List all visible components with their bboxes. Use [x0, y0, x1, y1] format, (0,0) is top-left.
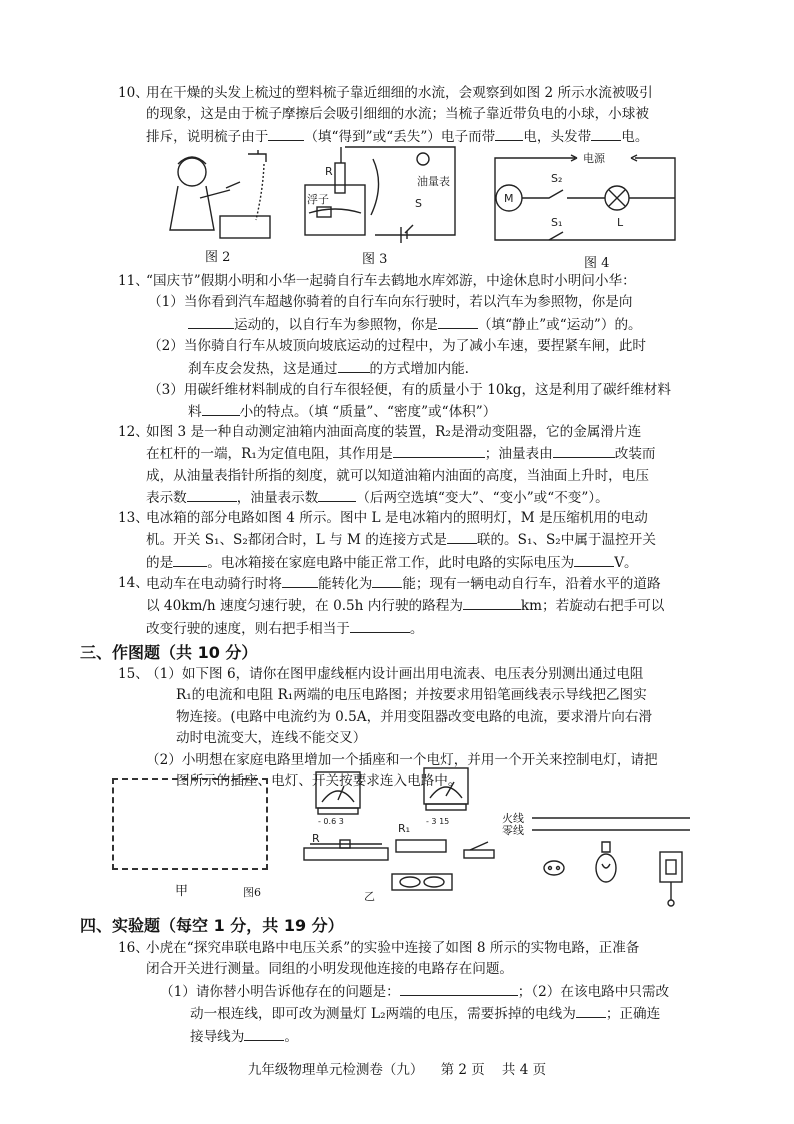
- question-12: [118, 422, 730, 510]
- figure-3-caption: 图 3: [362, 252, 388, 267]
- ammeter-scale: - 0.6 3: [318, 817, 344, 826]
- question-text: 如图 3 是一种自动测定油箱内油面高度的装置，R₂是滑动变阻器，它的金属滑片连: [146, 424, 642, 440]
- section-heading: 四、实验题（每空 1 分，共 19 分）: [80, 916, 344, 935]
- figure-2-illustration: [160, 150, 280, 250]
- answer-blank: [553, 443, 615, 458]
- figure-6-yi-label: 乙: [364, 890, 375, 903]
- section-heading: 三、作图题（共 10 分）: [80, 643, 258, 662]
- question-text: 闭合开关进行测量。同组的小明发现他连接的电路存在问题。: [146, 961, 514, 978]
- figure-3-circuit: [305, 145, 455, 245]
- answer-blank: [268, 126, 304, 141]
- fire-wire-label: 火线: [502, 812, 524, 825]
- question-text: 电冰箱的部分电路如图 4 所示。图中 L 是电冰箱内的照明灯，M 是压缩机用的电动: [146, 510, 648, 526]
- question-number: 13、: [118, 510, 149, 526]
- answer-blank: [438, 314, 478, 329]
- question-number: 14、: [118, 575, 149, 591]
- answer-blank: [372, 573, 402, 588]
- question-text: 接导线为 。: [146, 1026, 730, 1048]
- question-text: 的现象，这是由于梳子摩擦后会吸引细细的水流；当梳子靠近带负电的小球，小球被: [146, 106, 649, 123]
- rheostat-label: R: [312, 832, 320, 845]
- figure-4-circuit: [485, 150, 675, 250]
- question-number: 10、: [118, 85, 149, 101]
- zero-wire-label: 零线: [502, 824, 524, 837]
- figure-2-caption: 图 2: [205, 250, 231, 265]
- answer-blank: [318, 487, 356, 502]
- resistor-label: R₁: [398, 822, 411, 835]
- question-16: [118, 938, 730, 1048]
- fig4-label-l: L: [617, 216, 624, 229]
- question-text: 物连接。(电路中电流约为 0.5A，并用变阻器改变电路的电流，要求滑片向右滑: [176, 708, 653, 725]
- fig4-label-power: 电源: [583, 152, 605, 165]
- household-circuit-figure: [530, 812, 700, 912]
- question-text: 料 小的特点。（填 “质量”、“密度”或“体积”）: [118, 401, 730, 423]
- question-text: （2）小明想在家庭电路里增加一个插座和一个电灯，并用一个开关来控制电灯，请把: [146, 751, 658, 768]
- fig3-label-meter: 油量表: [417, 175, 450, 188]
- question-text: （1）如下图 6，请你在图甲虚线框内设计画出用电流表、电压表分别测出通过电阻: [146, 666, 644, 682]
- question-text: （2）当你骑自行车从坡顶向坡底运动的过程中，为了减小车速，要捏紧车闸，此时: [148, 338, 647, 355]
- page-footer: 九年级物理单元检测卷（九） 第 2 页 共 4 页: [247, 1062, 547, 1078]
- question-text: 排斥，说明梳子由于 （填“得到”或“丢失”）电子而带 电，头发带 电。: [146, 126, 730, 148]
- question-10: [118, 83, 730, 148]
- fig4-label-s2: S₂: [551, 172, 563, 185]
- question-text: 的是 。电冰箱接在家庭电路中能正常工作，此时电路的实际电压为 V。: [146, 552, 730, 574]
- fig4-label-s1: S₁: [551, 216, 563, 229]
- answer-blank: [202, 401, 240, 416]
- question-text: 图所示的插座、电灯、开关按要求连入电路中。: [176, 773, 462, 790]
- question-13: [118, 508, 730, 574]
- question-text: 动时电流变大，连线不能交叉）: [176, 730, 367, 747]
- answer-blank: [447, 529, 477, 544]
- question-text: 在杠杆的一端，R₁为定值电阻，其作用是 ；油量表由 改装而: [146, 443, 730, 465]
- answer-blank: [338, 358, 370, 373]
- answer-blank: [173, 552, 207, 567]
- answer-blank: [574, 552, 614, 567]
- answer-blank: [244, 1026, 284, 1041]
- answer-blank: [350, 618, 410, 633]
- question-text: 小虎在“探究串联电路中电压关系”的实验中连接了如图 8 所示的实物电路，正准备: [146, 940, 640, 956]
- answer-blank: [400, 981, 518, 996]
- answer-blank: [463, 595, 521, 610]
- question-text: 运动的，以自行车为参照物，你是 （填“静止”或“运动”）的。: [118, 314, 730, 336]
- fig4-label-m: M: [504, 192, 514, 205]
- question-text: 刹车皮会发热，这是通过 的方式增加内能.: [118, 358, 730, 380]
- answer-blank: [591, 126, 621, 141]
- question-number: 12、: [118, 424, 149, 440]
- question-14: [118, 573, 730, 640]
- figure-6-dashed-frame: [112, 778, 268, 870]
- fig3-label-s: S: [415, 197, 422, 210]
- question-text: 表示数 ，油量表示数 （后两空选填“变大”、“变小”或“不变”）。: [146, 487, 730, 509]
- question-number: 16、: [118, 940, 149, 956]
- figure-4-caption: 图 4: [584, 256, 610, 271]
- answer-blank: [282, 573, 318, 588]
- question-text: 动一根连线，即可改为测量灯 L₂两端的电压，需要拆掉的电线为 ；正确连: [146, 1003, 730, 1025]
- answer-blank: [187, 487, 237, 502]
- question-text: 改变行驶的速度，则右把手相当于 。: [146, 618, 730, 640]
- fig3-label-float: 浮子: [307, 193, 329, 206]
- question-text: 以 40km/h 速度匀速行驶，在 0.5h 内行驶的路程为 km；若旋动右把手可以: [146, 595, 730, 617]
- question-text: “国庆节”假期小明和小华一起骑自行车去鹤地水库郊游，中途休息时小明问小华：: [146, 273, 636, 289]
- figure-6-caption: 图6: [243, 886, 261, 899]
- question-text: R₁的电流和电阻 R₁两端的电压电路图；并按要求用铅笔画线表示导线把乙图实: [176, 687, 647, 704]
- question-number: 11、: [118, 273, 149, 289]
- answer-blank: [576, 1003, 606, 1018]
- question-text: （1）当你看到汽车超越你骑着的自行车向东行驶时，若以汽车为参照物，你是向: [148, 294, 633, 311]
- answer-blank: [495, 126, 523, 141]
- question-text: 成，从油量表指针所指的刻度，就可以知道油箱内油面的高度，当油面上升时，电压: [146, 467, 649, 484]
- figure-6-apparatus: [300, 762, 500, 902]
- question-11: [118, 271, 730, 424]
- question-text: （1）请你替小明告诉他存在的问题是： ；（2）在该电路中只需改: [146, 981, 730, 1003]
- voltmeter-scale: - 3 15: [426, 817, 450, 826]
- answer-blank: [188, 314, 234, 329]
- question-text: 用在干燥的头发上梳过的塑料梳子靠近细细的水流，会观察到如图 2 所示水流被吸引: [146, 85, 653, 101]
- question-text: 机。开关 S₁、S₂都闭合时，L 与 M 的连接方式是 联的。S₁、S₂中属于温控开关: [146, 529, 730, 551]
- answer-blank: [393, 443, 485, 458]
- question-text: 电动车在电动骑行时将 能转化为 能；现有一辆电动自行车，沿着水平的道路: [146, 573, 730, 595]
- question-text: （3）用碳纤维材料制成的自行车很轻便，有的质量小于 10kg，这是利用了碳纤维材料: [148, 382, 671, 399]
- figure-6-frame-label: 甲: [175, 884, 189, 899]
- question-number: 15、: [118, 666, 149, 682]
- fig3-label-r2: R: [325, 165, 333, 178]
